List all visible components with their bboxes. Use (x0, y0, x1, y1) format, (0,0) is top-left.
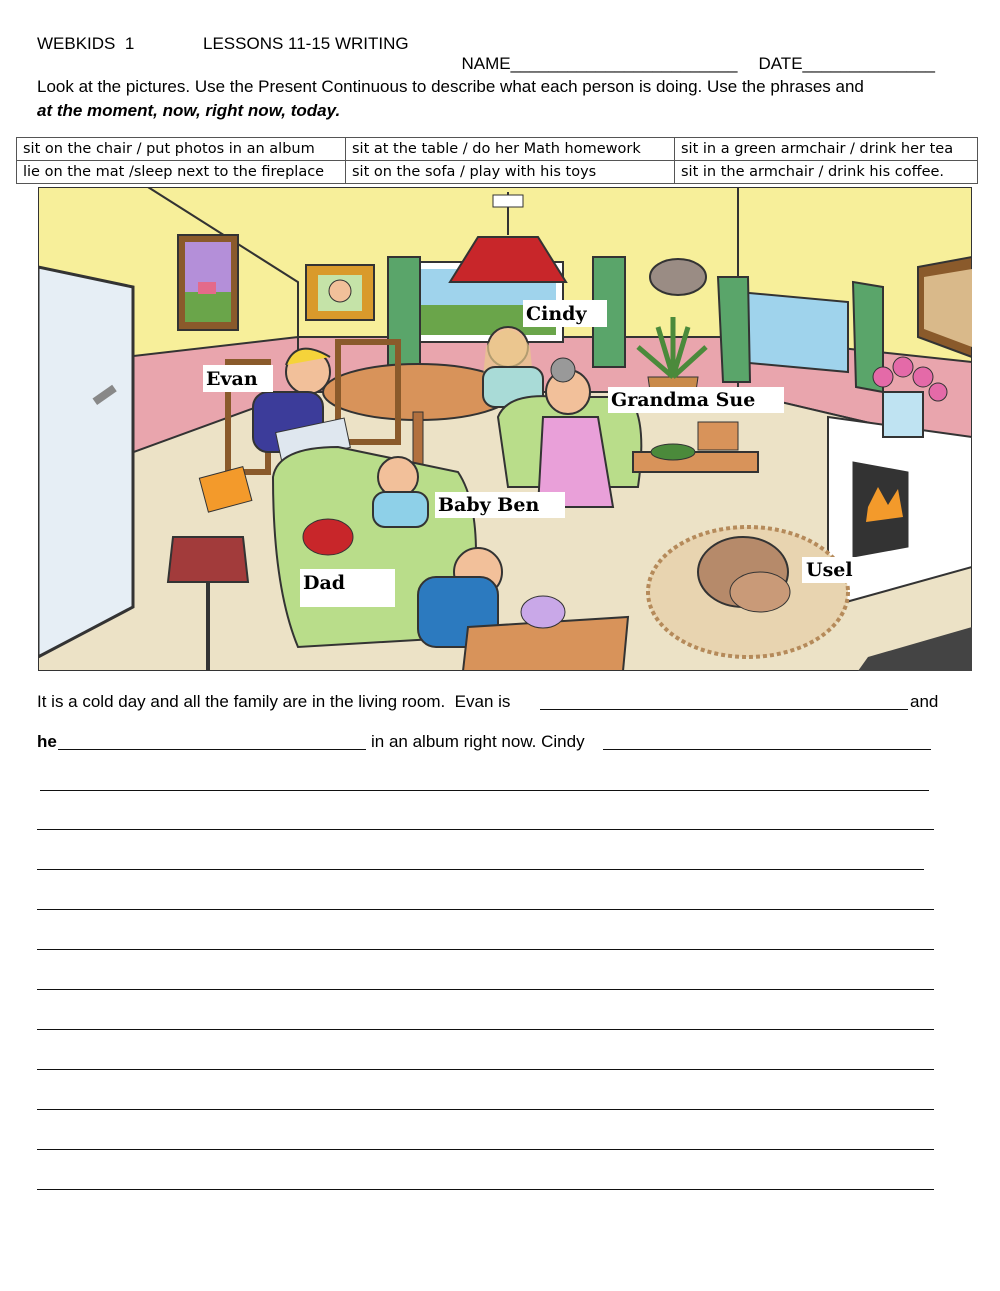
phrase-table (16, 137, 978, 184)
writing-line[interactable] (37, 1109, 934, 1110)
living-room-illustration (38, 187, 972, 671)
label-dad: Dad (303, 572, 346, 594)
writing-line[interactable] (37, 1029, 934, 1030)
label-grandma-sue: Grandma Sue (611, 389, 756, 411)
phrase-cell: sit on the chair / put photos in an album (17, 138, 346, 161)
label-cindy: Cindy (526, 303, 587, 325)
phrase-cell: sit on the sofa / play with his toys (346, 161, 675, 184)
answer-blank[interactable] (603, 749, 931, 750)
phrase-cell: sit at the table / do her Math homework (346, 138, 675, 161)
label-evan: Evan (206, 368, 258, 390)
phrase-cell: lie on the mat /sleep next to the fireplace (17, 161, 346, 184)
writing-line[interactable] (37, 1069, 934, 1070)
instructions-emphasis: at the moment, now, right now, today. (37, 101, 341, 120)
table-row (17, 138, 978, 161)
instructions (37, 75, 967, 123)
answer-blank[interactable] (58, 749, 366, 750)
table-row (17, 161, 978, 184)
date-field[interactable] (749, 34, 935, 74)
label-usel: Usel (806, 559, 853, 581)
label-baby-ben: Baby Ben (438, 494, 540, 516)
date-blank[interactable]: ______________ (802, 54, 935, 73)
writing-line[interactable] (37, 829, 934, 830)
writing-line[interactable] (37, 949, 934, 950)
course-code: WEBKIDS 1 (37, 34, 135, 53)
passage-he: he (37, 732, 57, 751)
writing-line[interactable] (40, 790, 929, 791)
name-field[interactable] (452, 34, 738, 74)
name-blank[interactable]: ________________________ (510, 54, 738, 73)
passage-line-1-end: and (910, 692, 939, 711)
instructions-text: Look at the pictures. Use the Present Continuous to describe what each person is doing. Use the phrases and (37, 77, 864, 96)
date-label: DATE (758, 54, 803, 73)
passage-line-1-start: It is a cold day and all the family are in the living room. Evan is (37, 692, 511, 711)
passage-line-2-mid: in an album right now. Cindy (371, 732, 585, 751)
answer-blank[interactable] (540, 709, 908, 710)
phrase-cell: sit in a green armchair / drink her tea (675, 138, 978, 161)
writing-line[interactable] (37, 869, 924, 870)
writing-line[interactable] (37, 1149, 934, 1150)
lesson-title: LESSONS 11-15 WRITING (203, 34, 409, 53)
phrase-cell: sit in the armchair / drink his coffee. (675, 161, 978, 184)
writing-line[interactable] (37, 989, 934, 990)
writing-line[interactable] (37, 909, 934, 910)
writing-line[interactable] (37, 1189, 934, 1190)
name-label: NAME (461, 54, 511, 73)
